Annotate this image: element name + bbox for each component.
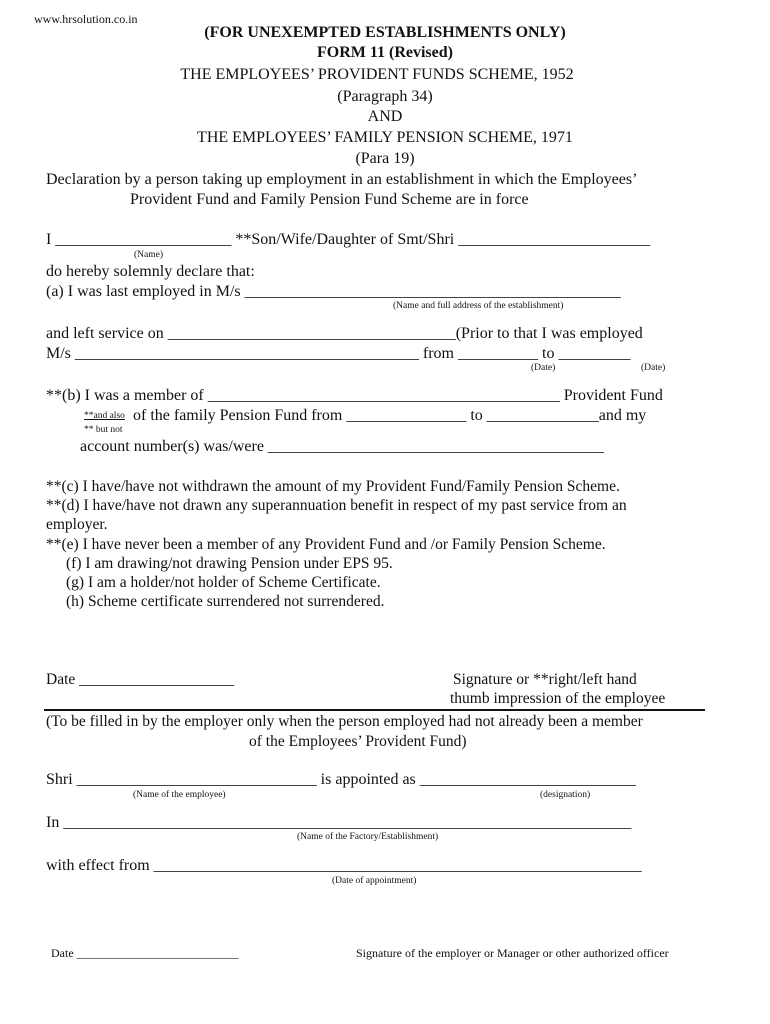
account-number-line: account number(s) was/were __________________________________________ (80, 438, 604, 455)
clause-g: (g) I am a holder/not holder of Scheme Certificate. (66, 574, 381, 591)
establishment-line: In _______________________________________________________________________ (46, 814, 632, 831)
clause-b-line: **(b) I was a member of ____________________________________________ Provident Fund (46, 387, 663, 404)
and-label: AND (367, 108, 403, 125)
family-pension-line: of the family Pension Fund from _______________ to ______________and my (133, 407, 647, 424)
declaration-line-1: Declaration by a person taking up employment in an establishment in which the Employees’ (46, 171, 638, 188)
para-19: (Para 19) (355, 150, 415, 167)
appointment-date-hint: (Date of appointment) (332, 876, 417, 886)
but-not-note: ** but not (84, 425, 123, 435)
employer-note-line-2: of the Employees’ Provident Fund) (249, 733, 467, 750)
and-also-note: **and also (84, 411, 125, 421)
left-service-line: and left service on ____________________________________(Prior to that I was employed (46, 325, 643, 342)
declare-line: do hereby solemnly declare that: (46, 263, 255, 280)
clause-h: (h) Scheme certificate surrendered not surrendered. (66, 593, 385, 610)
effect-date-line: with effect from _____________________________________________________________ (46, 857, 642, 874)
establishment-hint: (Name and full address of the establishment) (393, 301, 564, 311)
section-divider (44, 709, 705, 711)
employee-signature-line-2: thumb impression of the employee (450, 690, 666, 707)
scheme-1971-title: THE EMPLOYEES’ FAMILY PENSION SCHEME, 1971 (197, 129, 573, 146)
designation-hint: (designation) (540, 790, 591, 800)
clause-e: **(e) I have never been a member of any Provident Fund and /or Family Pension Scheme. (46, 536, 606, 553)
form-number: FORM 11 (Revised) (317, 44, 453, 61)
clause-d-line-1: **(d) I have/have not drawn any superannuation benefit in respect of my past service from an (46, 497, 627, 514)
clause-c: **(c) I have/have not withdrawn the amount of my Provident Fund/Family Pension Scheme. (46, 478, 620, 495)
paragraph-34: (Paragraph 34) (337, 88, 433, 105)
declaration-line-2: Provident Fund and Family Pension Fund Scheme are in force (130, 191, 529, 208)
form-scope-title: (FOR UNEXEMPTED ESTABLISHMENTS ONLY) (204, 24, 566, 41)
scheme-1952-title: THE EMPLOYEES’ PROVIDENT FUNDS SCHEME, 1952 (180, 66, 574, 83)
clause-f: (f) I am drawing/not drawing Pension under EPS 95. (66, 555, 393, 572)
name-hint: (Name) (134, 250, 164, 260)
employee-date-line: Date ____________________ (46, 671, 235, 688)
employee-name-hint: (Name of the employee) (133, 790, 226, 800)
prior-employer-line: M/s ___________________________________________ from __________ to _________ (46, 345, 631, 362)
name-parent-line: I ______________________ **Son/Wife/Daughter of Smt/Shri ________________________ (46, 231, 651, 248)
clause-d-line-2: employer. (46, 516, 108, 533)
clause-a-line: (a) I was last employed in M/s _______________________________________________ (46, 283, 621, 300)
to-date-hint: (Date) (641, 363, 666, 373)
employer-note-line-1: (To be filled in by the employer only when the person employed had not already been a member (46, 713, 643, 730)
appointment-line: Shri ______________________________ is appointed as ___________________________ (46, 771, 636, 788)
employer-signature: Signature of the employer or Manager or other authorized officer (356, 946, 669, 960)
employer-date-line: Date ___________________________ (51, 946, 239, 960)
employee-signature-line-1: Signature or **right/left hand (453, 671, 637, 688)
from-date-hint: (Date) (531, 363, 556, 373)
factory-hint: (Name of the Factory/Establishment) (297, 832, 439, 842)
website-url: www.hrsolution.co.in (34, 12, 138, 26)
